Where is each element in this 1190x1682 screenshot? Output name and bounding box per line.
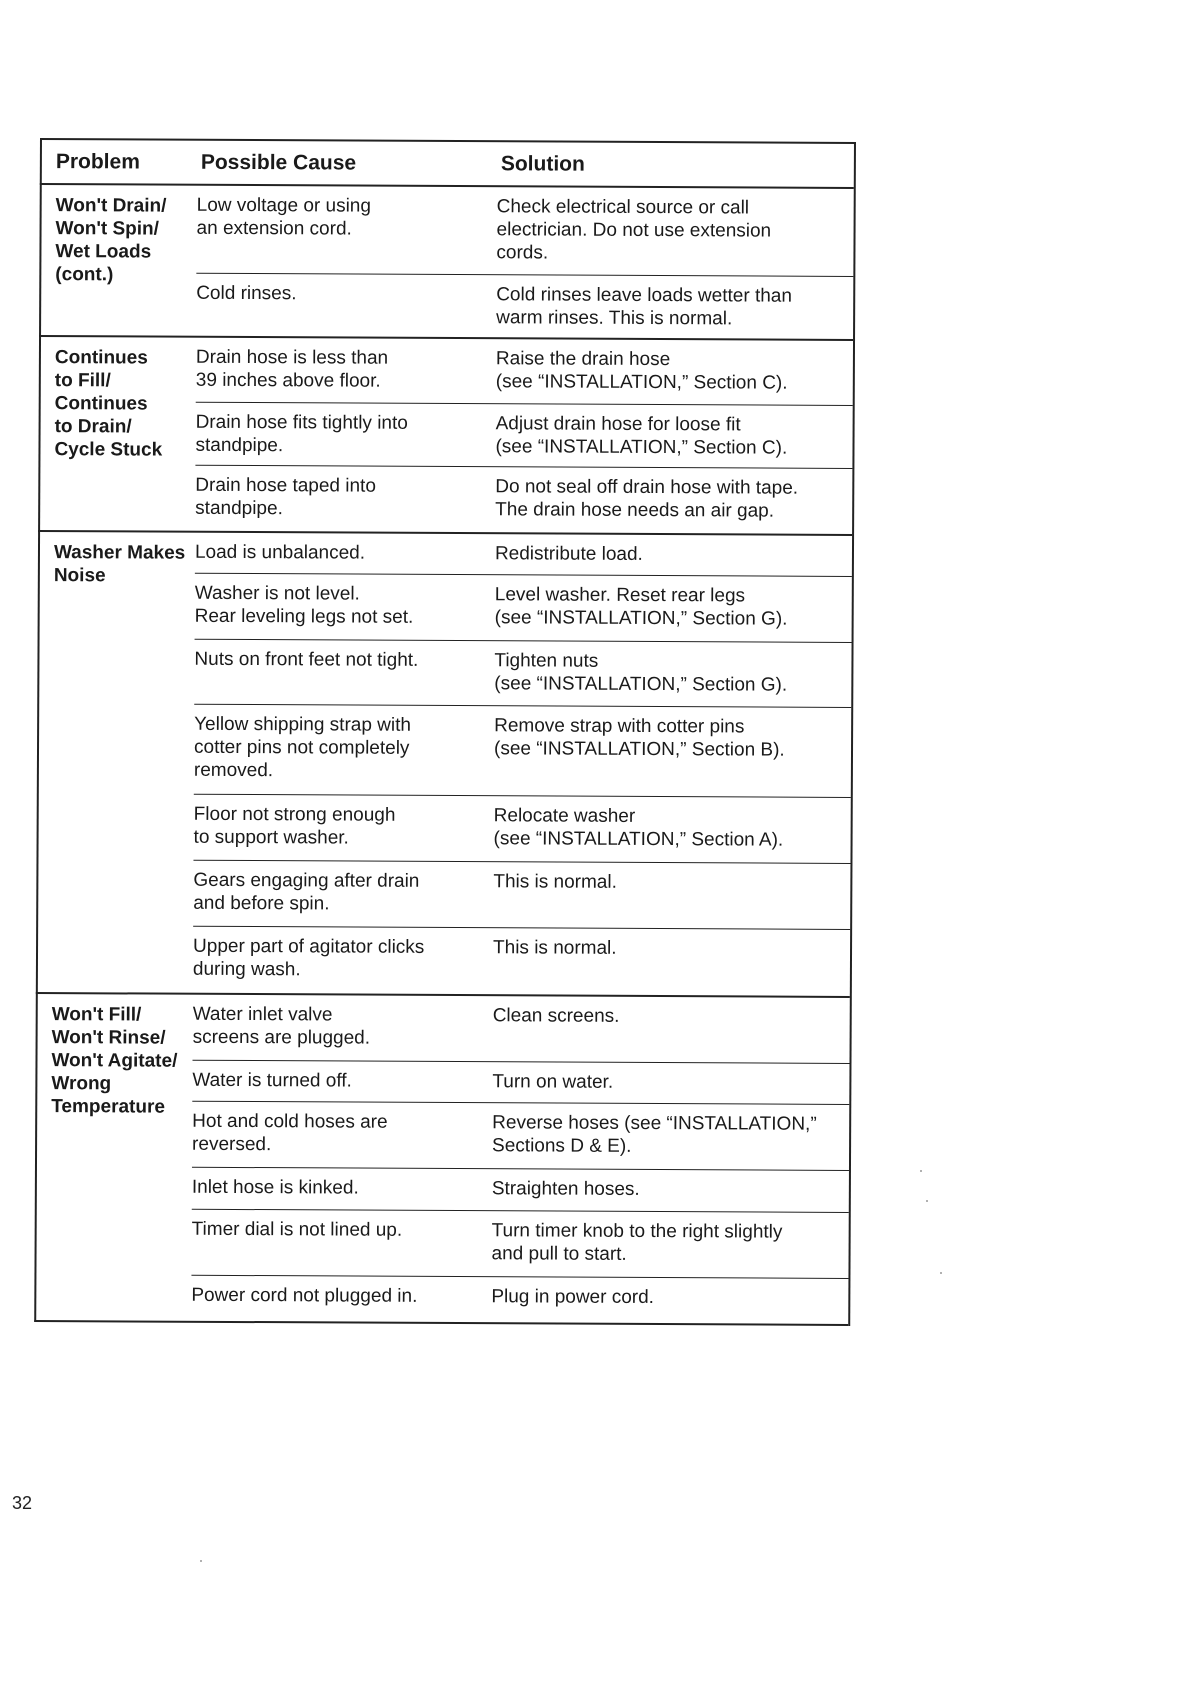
cause-cell: Cold rinses. xyxy=(196,282,297,305)
problem-group xyxy=(38,337,853,536)
table-row xyxy=(192,995,849,1064)
solution-cell: Redistribute load. xyxy=(494,543,643,565)
solution-cell: Turn timer knob to the right slightly and pull to start. xyxy=(491,1220,783,1265)
cause-cell: Drain hose is less than 39 inches above floor. xyxy=(195,346,389,392)
cause-solution-rows xyxy=(196,186,854,339)
problem-group xyxy=(36,532,852,998)
table-row xyxy=(195,466,852,534)
solution-cell: Cold rinses leave loads wetter than warm rinses. This is normal. xyxy=(496,284,793,330)
table-row xyxy=(196,186,853,277)
solution-cell: Do not seal off drain hose with tape. The drain hose needs an air gap. xyxy=(495,476,799,522)
table-row xyxy=(195,533,852,577)
problem-label: Washer Makes Noise xyxy=(53,542,186,587)
cause-cell: Floor not strong enough to support washer. xyxy=(193,803,396,849)
solution-cell: Adjust drain hose for loose fit (see “INSTALLATION,” Section C). xyxy=(495,413,788,459)
scan-speck xyxy=(200,1560,202,1562)
solution-cell: Level washer. Reset rear legs (see “INSTALLATION,” Section G). xyxy=(494,584,788,630)
scan-speck xyxy=(926,1200,928,1202)
problem-label: Won't Drain/ Won't Spin/ Wet Loads (cont.) xyxy=(55,195,167,286)
problem-group xyxy=(39,185,854,341)
solution-cell: This is normal. xyxy=(493,871,617,893)
solution-cell: This is normal. xyxy=(492,937,617,959)
troubleshooting-table xyxy=(34,138,856,1326)
solution-cell: Straighten hoses. xyxy=(491,1178,640,1200)
cause-cell: Drain hose taped into standpipe. xyxy=(195,474,376,520)
cause-solution-rows xyxy=(191,995,850,1324)
table-row xyxy=(194,705,851,798)
table-row xyxy=(191,1210,848,1279)
table-row xyxy=(193,795,850,864)
solution-cell: Clean screens. xyxy=(492,1005,620,1027)
table-row xyxy=(196,338,853,406)
cause-solution-rows xyxy=(195,338,853,534)
solution-cell: Plug in power cord. xyxy=(491,1286,655,1309)
problem-label: Continues to Fill/ Continues to Drain/ Cycle Stuck xyxy=(54,347,163,461)
table-row xyxy=(193,861,850,930)
cause-cell: Nuts on front feet not tight. xyxy=(194,648,419,671)
cause-cell: Washer is not level. Rear leveling legs not set. xyxy=(194,582,414,628)
scan-speck xyxy=(920,1170,922,1172)
solution-cell: Turn on water. xyxy=(492,1071,614,1093)
cause-cell: Load is unbalanced. xyxy=(194,541,366,564)
table-row xyxy=(191,1276,848,1324)
table-row xyxy=(196,274,853,339)
cause-cell: Hot and cold hoses are reversed. xyxy=(192,1110,388,1156)
table-row xyxy=(195,403,852,469)
solution-cell: Tighten nuts (see “INSTALLATION,” Section G). xyxy=(494,650,788,696)
cause-cell: Gears engaging after drain and before spin. xyxy=(193,869,420,915)
problem-group xyxy=(34,994,850,1326)
cause-cell: Low voltage or using an extension cord. xyxy=(196,194,372,240)
table-row xyxy=(194,640,851,708)
header-problem: Problem xyxy=(55,150,140,174)
table-row xyxy=(192,1168,849,1213)
table-header xyxy=(40,140,854,189)
table-row xyxy=(193,927,850,996)
table-row xyxy=(192,1061,849,1105)
cause-cell: Power cord not plugged in. xyxy=(191,1284,418,1307)
cause-cell: Water is turned off. xyxy=(192,1069,352,1092)
header-solution: Solution xyxy=(500,152,585,176)
cause-cell: Yellow shipping strap with cotter pins not completely removed. xyxy=(193,713,412,782)
page-number: 32 xyxy=(12,1493,33,1513)
cause-cell: Drain hose fits tightly into standpipe. xyxy=(195,411,408,457)
cause-cell: Water inlet valve screens are plugged. xyxy=(192,1003,371,1049)
solution-cell: Relocate washer (see “INSTALLATION,” Section A). xyxy=(493,805,784,851)
header-possible-cause: Possible Cause xyxy=(200,150,357,175)
problem-label: Won't Fill/ Won't Rinse/ Won't Agitate/ Wrong Temperature xyxy=(51,1004,178,1118)
cause-cell: Upper part of agitator clicks during wash. xyxy=(192,935,425,981)
cause-cell: Inlet hose is kinked. xyxy=(191,1176,359,1199)
table-row xyxy=(195,574,852,643)
solution-cell: Raise the drain hose (see “INSTALLATION,” Section C). xyxy=(495,348,788,394)
solution-cell: Check electrical source or call electrician. Do not use extension cords. xyxy=(496,196,772,264)
scan-speck xyxy=(940,1272,942,1274)
solution-cell: Remove strap with cotter pins (see “INSTALLATION,” Section B). xyxy=(493,715,785,761)
solution-cell: Reverse hoses (see “INSTALLATION,” Sections D & E). xyxy=(492,1112,817,1157)
table-row xyxy=(192,1102,849,1171)
cause-solution-rows xyxy=(193,533,852,996)
cause-cell: Timer dial is not lined up. xyxy=(191,1218,403,1241)
